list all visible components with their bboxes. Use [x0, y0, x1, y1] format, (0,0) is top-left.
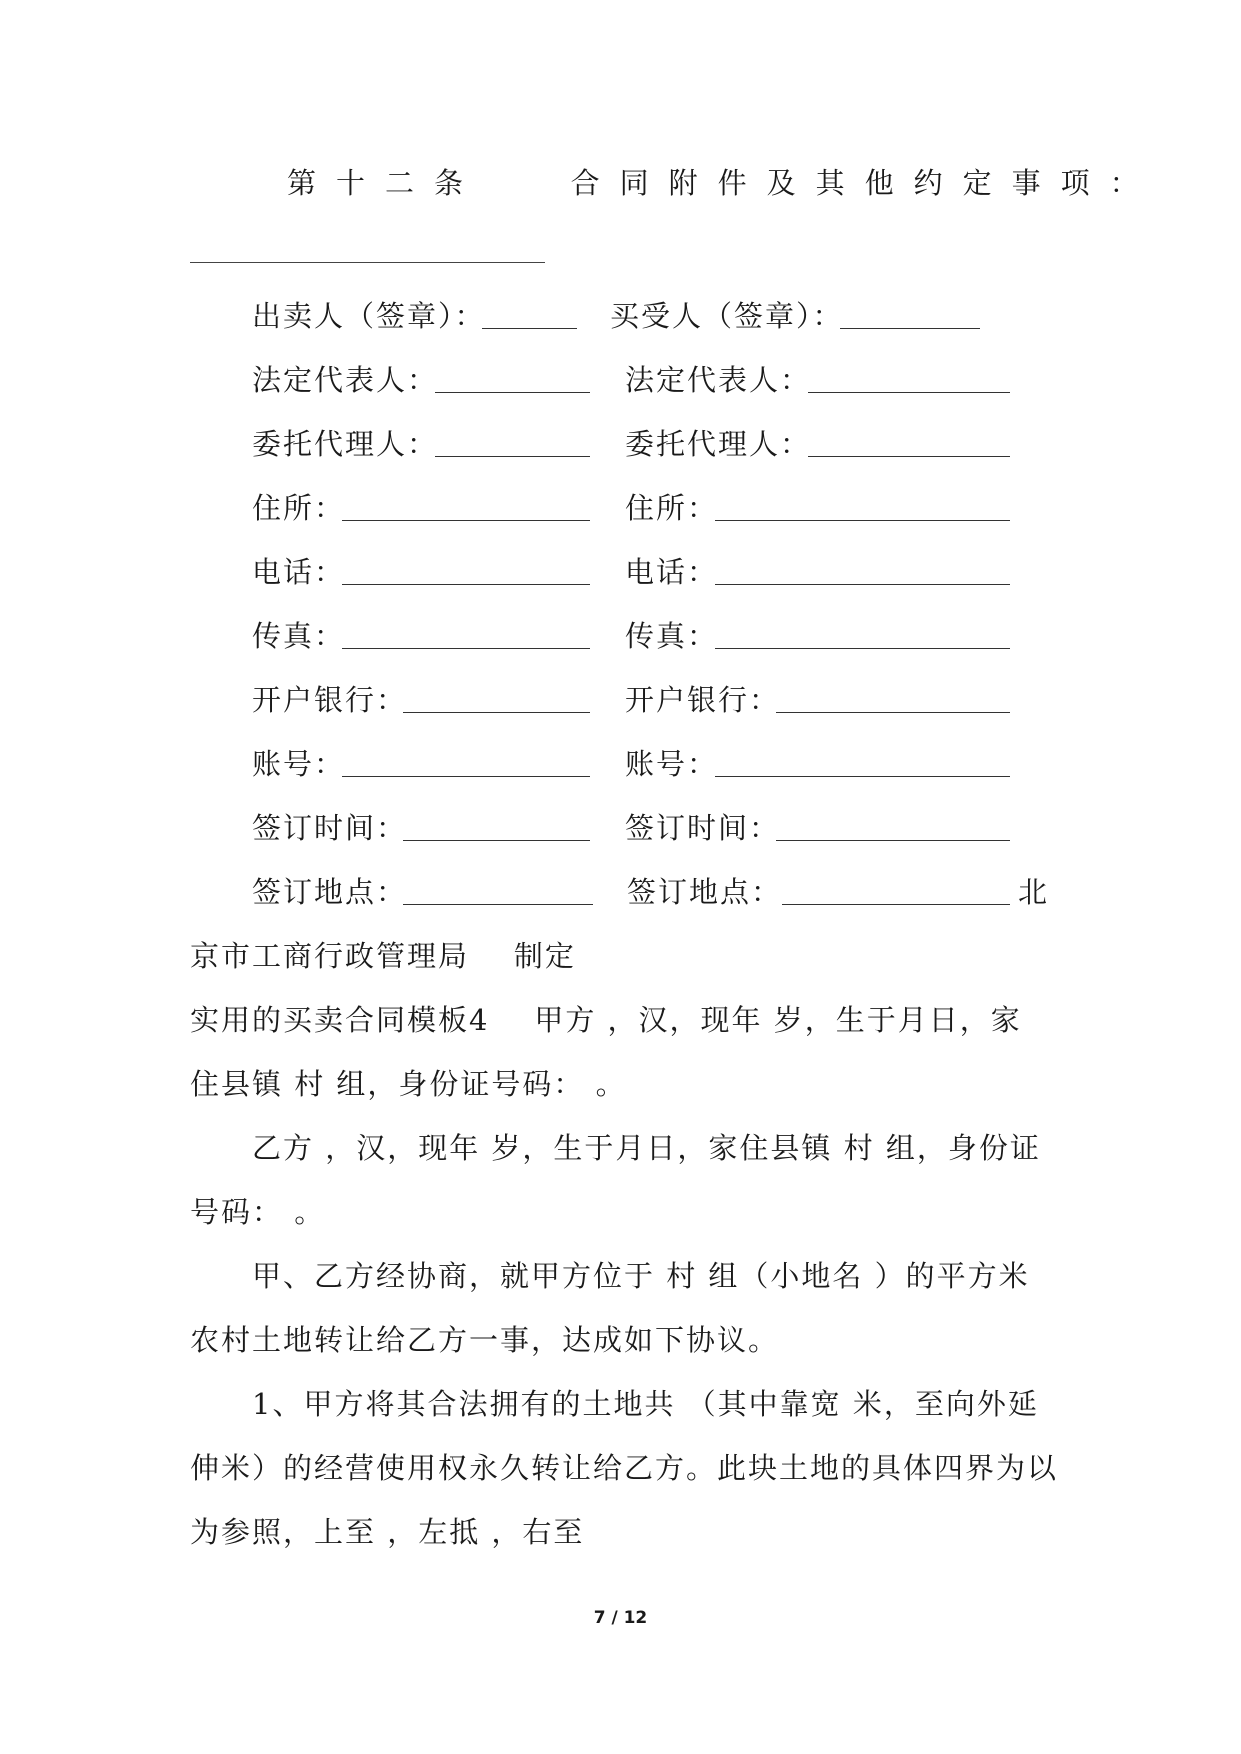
right-address-label: 住所：: [625, 491, 719, 525]
left-sign-date-label: 签订时间：: [252, 811, 408, 845]
left-account-blank: [342, 776, 590, 777]
right-bank-label: 开户银行：: [625, 683, 781, 717]
right-sign-date-label: 签订时间：: [625, 811, 781, 845]
right-account-label: 账号：: [625, 747, 719, 781]
left-legal-rep-label: 法定代表人：: [252, 363, 439, 397]
buyer-signature-label: 买受人（签章）：: [610, 299, 844, 333]
right-sign-place-blank: [782, 904, 1010, 905]
body-line-1: 京市工商行政管理局 制定: [190, 939, 576, 973]
left-sign-place-blank: [403, 904, 593, 905]
right-legal-rep-blank: [808, 392, 1010, 393]
right-address-blank: [715, 520, 1010, 521]
blank-rule: [190, 262, 545, 263]
left-sign-date-blank: [403, 840, 590, 841]
right-fax-blank: [715, 648, 1010, 649]
body-line-5: 号码： 。: [190, 1195, 326, 1229]
article-heading: 第十二条 合同附件及其他约定事项：: [287, 166, 1159, 200]
left-sign-place-label: 签订地点：: [252, 875, 408, 909]
left-phone-blank: [342, 584, 590, 585]
left-account-label: 账号：: [252, 747, 346, 781]
body-line-4: 乙方 ，汉，现年 岁，生于月日，家住县镇 村 组，身份证: [252, 1131, 1041, 1165]
buyer-signature-blank: [840, 328, 980, 329]
body-line-6: 甲、乙方经协商，就甲方位于 村 组（小地名 ）的平方米: [252, 1259, 1030, 1293]
right-phone-label: 电话：: [625, 555, 719, 589]
left-fax-label: 传真：: [252, 619, 346, 653]
right-phone-blank: [715, 584, 1010, 585]
left-fax-blank: [342, 648, 590, 649]
left-phone-label: 电话：: [252, 555, 346, 589]
right-sign-place-label: 签订地点：: [627, 875, 783, 909]
left-agent-label: 委托代理人：: [252, 427, 439, 461]
right-agent-blank: [808, 456, 1010, 457]
seller-signature-label: 出卖人（签章）：: [252, 299, 486, 333]
right-bank-blank: [776, 712, 1010, 713]
right-sign-date-blank: [776, 840, 1010, 841]
left-address-label: 住所：: [252, 491, 346, 525]
left-bank-label: 开户银行：: [252, 683, 408, 717]
page-number: 7 / 12: [593, 1608, 648, 1628]
body-line-10: 为参照，上至 ，左抵 ，右至: [190, 1515, 585, 1549]
right-legal-rep-label: 法定代表人：: [625, 363, 812, 397]
body-line-8: 1、甲方将其合法拥有的土地共 （其中靠宽 米，至向外延: [252, 1387, 1039, 1421]
body-line-7: 农村土地转让给乙方一事，达成如下协议。: [190, 1323, 780, 1357]
right-account-blank: [715, 776, 1010, 777]
left-agent-blank: [435, 456, 590, 457]
left-legal-rep-blank: [435, 392, 590, 393]
left-address-blank: [342, 520, 590, 521]
right-agent-label: 委托代理人：: [625, 427, 812, 461]
seller-signature-blank: [482, 328, 577, 329]
body-line-3: 住县镇 村 组，身份证号码： 。: [190, 1067, 627, 1101]
trailing-char: 北: [1018, 875, 1050, 909]
left-bank-blank: [403, 712, 590, 713]
body-line-9: 伸米）的经营使用权永久转让给乙方。此块土地的具体四界为以: [190, 1451, 1059, 1485]
body-line-2: 实用的买卖合同模板4 甲方 ，汉，现年 岁，生于月日，家: [190, 1003, 1022, 1037]
right-fax-label: 传真：: [625, 619, 719, 653]
